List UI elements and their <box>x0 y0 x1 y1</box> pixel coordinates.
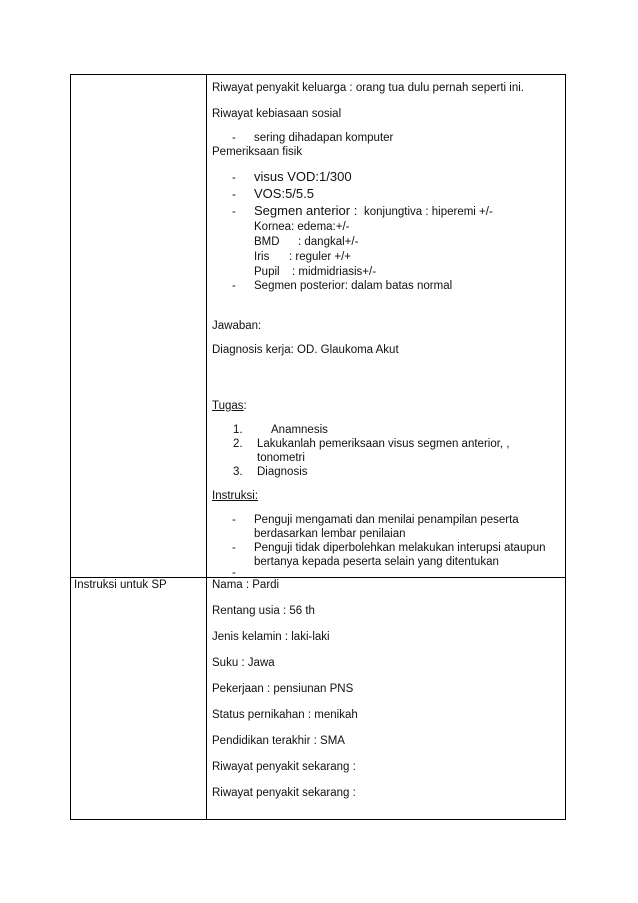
task-item: Diagnosis <box>257 466 308 478</box>
instruction-item: Penguji mengamati dan menilai penampilan peserta <box>254 514 519 526</box>
anterior-sub-value: : dangkal+/- <box>298 236 359 248</box>
instruction-item-continuation: bertanya kepada peserta selain yang ditentukan <box>254 556 499 568</box>
visus-vos: VOS:5/5.5 <box>254 186 314 201</box>
list-dash: - <box>232 206 236 218</box>
task-item: Anamnesis <box>271 424 328 436</box>
anterior-segment-label: Segmen anterior : <box>254 203 358 218</box>
working-diagnosis: Diagnosis kerja: OD. Glaukoma Akut <box>212 344 399 356</box>
task-number: 3. <box>233 466 243 478</box>
sp-instructions-label: Instruksi untuk SP <box>74 579 167 591</box>
anterior-sub-key: BMD <box>254 236 280 248</box>
list-dash: - <box>232 132 236 144</box>
answer-heading: Jawaban: <box>212 320 262 332</box>
anterior-sub-value: : midmidriasis+/- <box>292 266 377 278</box>
patient-age-range: Rentang usia : 56 th <box>212 605 315 617</box>
family-history: Riwayat penyakit keluarga : orang tua dulu pernah seperti ini. <box>212 82 524 94</box>
column-divider <box>206 75 207 819</box>
anterior-sub-value: : reguler +/+ <box>289 251 352 263</box>
instruction-item-continuation: berdasarkan lembar penilaian <box>254 528 406 540</box>
patient-sex: Jenis kelamin : laki-laki <box>212 631 330 643</box>
list-dash: - <box>232 514 236 526</box>
physical-exam-heading: Pemeriksaan fisik <box>212 146 303 158</box>
task-number: 2. <box>233 438 243 450</box>
scenario-table <box>70 74 566 820</box>
list-dash: - <box>232 542 236 554</box>
patient-education: Pendidikan terakhir : SMA <box>212 735 345 747</box>
posterior-segment: Segmen posterior: dalam batas normal <box>254 280 453 292</box>
social-history-heading: Riwayat kebiasaan sosial <box>212 108 342 120</box>
list-dash: - <box>232 189 236 201</box>
patient-ethnicity: Suku : Jawa <box>212 657 275 669</box>
task-number: 1. <box>233 424 243 436</box>
anterior-sub-key: Iris <box>254 251 270 263</box>
instructions-heading: Instruksi: <box>212 490 259 502</box>
list-dash: - <box>232 280 236 292</box>
anterior-sub-key: Pupil <box>254 266 280 278</box>
list-dash: - <box>232 567 236 576</box>
visus-vod: visus VOD:1/300 <box>254 169 352 184</box>
current-illness-history: Riwayat penyakit sekarang : <box>212 787 356 799</box>
anterior-segment-conjunctiva: konjungtiva : hiperemi +/- <box>364 206 493 218</box>
anterior-sub-key: Kornea <box>254 221 292 233</box>
current-illness-history: Riwayat penyakit sekarang : <box>212 761 356 773</box>
tasks-heading: Tugas: <box>212 400 247 412</box>
patient-name: Nama : Pardi <box>212 579 280 591</box>
task-item-continuation: tonometri <box>257 452 305 464</box>
list-dash: - <box>232 172 236 184</box>
patient-occupation: Pekerjaan : pensiunan PNS <box>212 683 354 695</box>
instruction-item: Penguji tidak diperbolehkan melakukan interupsi ataupun <box>254 542 546 554</box>
anterior-sub-value: : edema:+/- <box>291 221 350 233</box>
social-history-item: sering dihadapan komputer <box>254 132 394 144</box>
task-item: Lakukanlah pemeriksaan visus segmen anterior, , <box>257 438 510 450</box>
patient-marital-status: Status pernikahan : menikah <box>212 709 358 721</box>
